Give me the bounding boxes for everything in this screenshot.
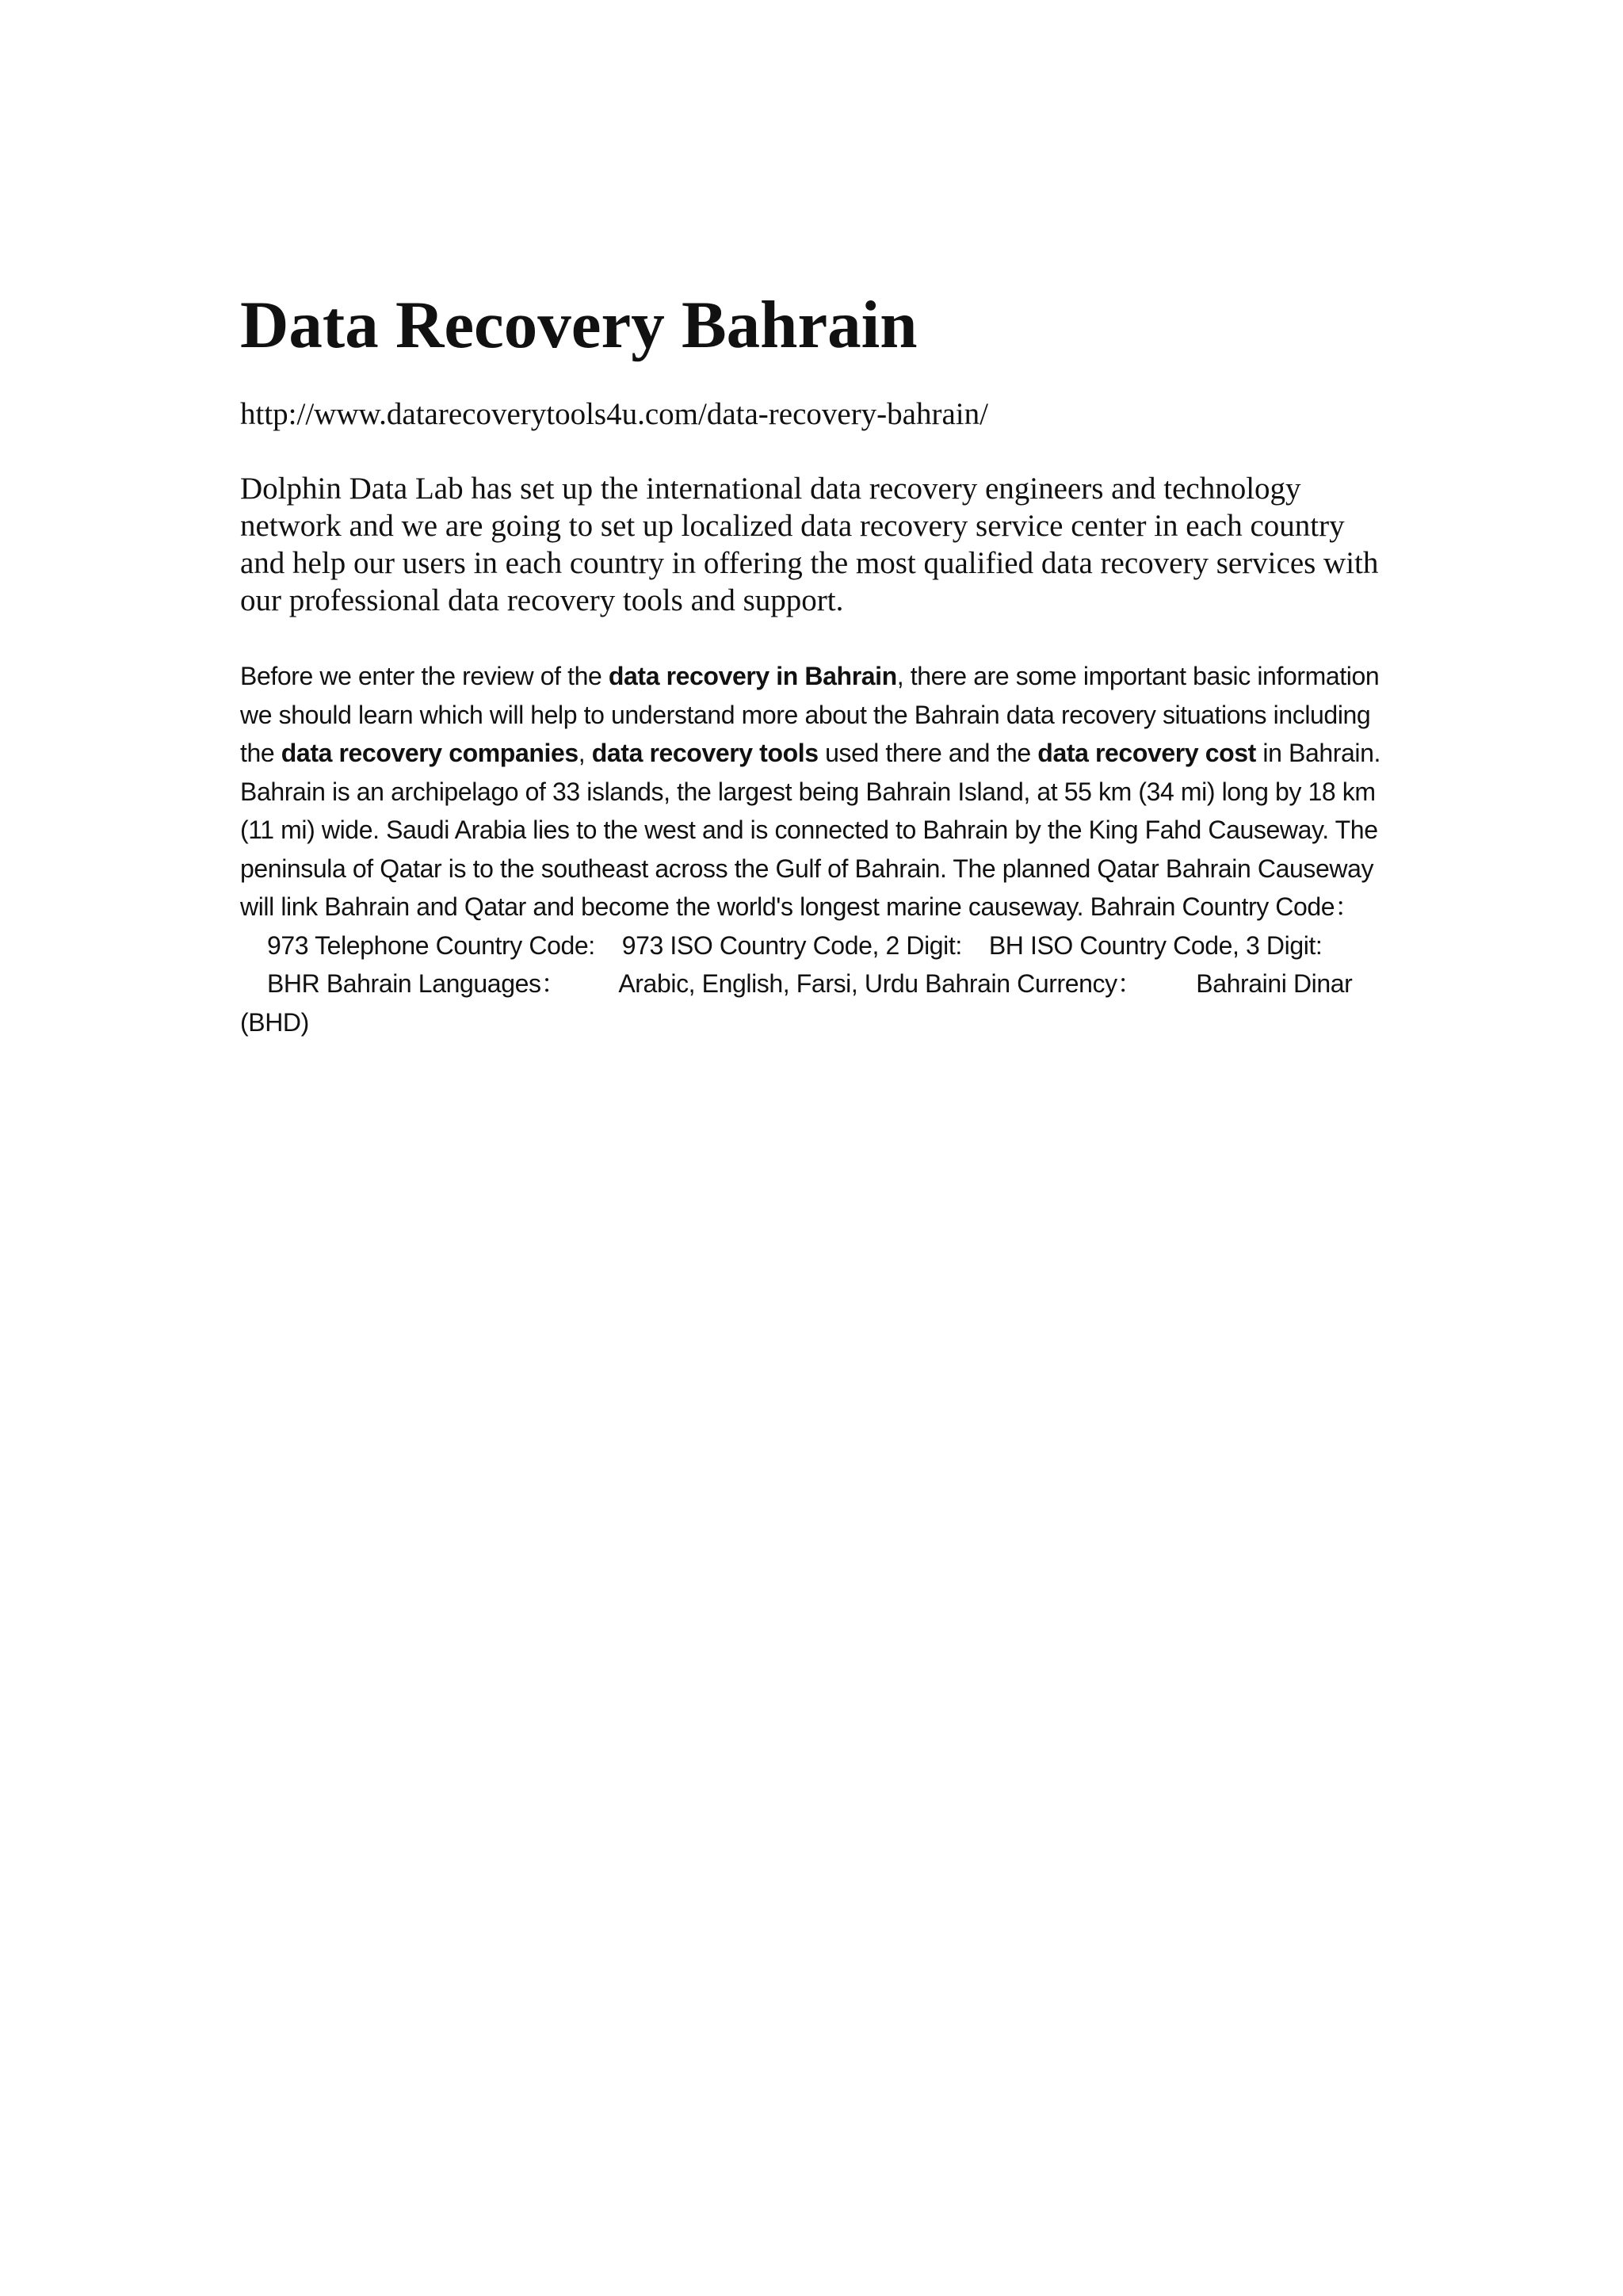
bold-phrase-data-recovery-tools: data recovery tools [591, 739, 819, 767]
bold-phrase-data-recovery-cost: data recovery cost [1037, 739, 1256, 767]
body-text-9: BHR Bahrain Languages： [266, 969, 567, 998]
bold-phrase-data-recovery-in-bahrain: data recovery in Bahrain [608, 662, 897, 690]
body-text-6: 973 Telephone Country Code: [266, 930, 595, 960]
body-paragraph [240, 657, 1389, 1041]
page-title: Data Recovery Bahrain [240, 288, 918, 362]
body-text-8: BH ISO Country Code, 3 Digit: [988, 930, 1323, 960]
body-text-11: Bahraini Dinar (BHD) [240, 969, 1353, 1037]
body-text-5: in Bahrain. Bahrain is an archipelago of 33 islands, the largest being Bahrain Island, at 55 km (34 mi) long by 18 km (11 mi) wide. Saudi Arabia lies to the west and is connected to Bahrain by the King Fahd Causeway. The peninsula of Qatar is to the southeast across the Gulf of Bahrain. The planned Qatar Bahrain Causeway will link Bahrain and Qatar and become the world's longest marine causeway. Bahrain Country Code： [240, 739, 1381, 921]
document-content [240, 285, 1389, 1041]
body-text-3: , [578, 739, 592, 767]
body-text-7: 973 ISO Country Code, 2 Digit: [621, 930, 962, 960]
body-text-1: Before we enter the review of the [240, 662, 609, 690]
source-url: http://www.datarecoverytools4u.com/data-recovery-bahrain/ [240, 397, 988, 431]
bold-phrase-data-recovery-companies: data recovery companies [281, 739, 579, 767]
body-text-4: used there and the [818, 739, 1038, 767]
body-text-10: Arabic, English, Farsi, Urdu Bahrain Currency： [618, 969, 1143, 998]
intro-paragraph: Dolphin Data Lab has set up the international data recovery engineers and technology network and we are going to set up localized data recovery service center in each country and help our users in each country in offering the most qualified data recovery services with our professional data recovery tools and support. [240, 472, 1379, 617]
body-text-2: , there are some important basic information we should learn which will help to understand more about the Bahrain data recovery situations including the [240, 662, 1380, 767]
